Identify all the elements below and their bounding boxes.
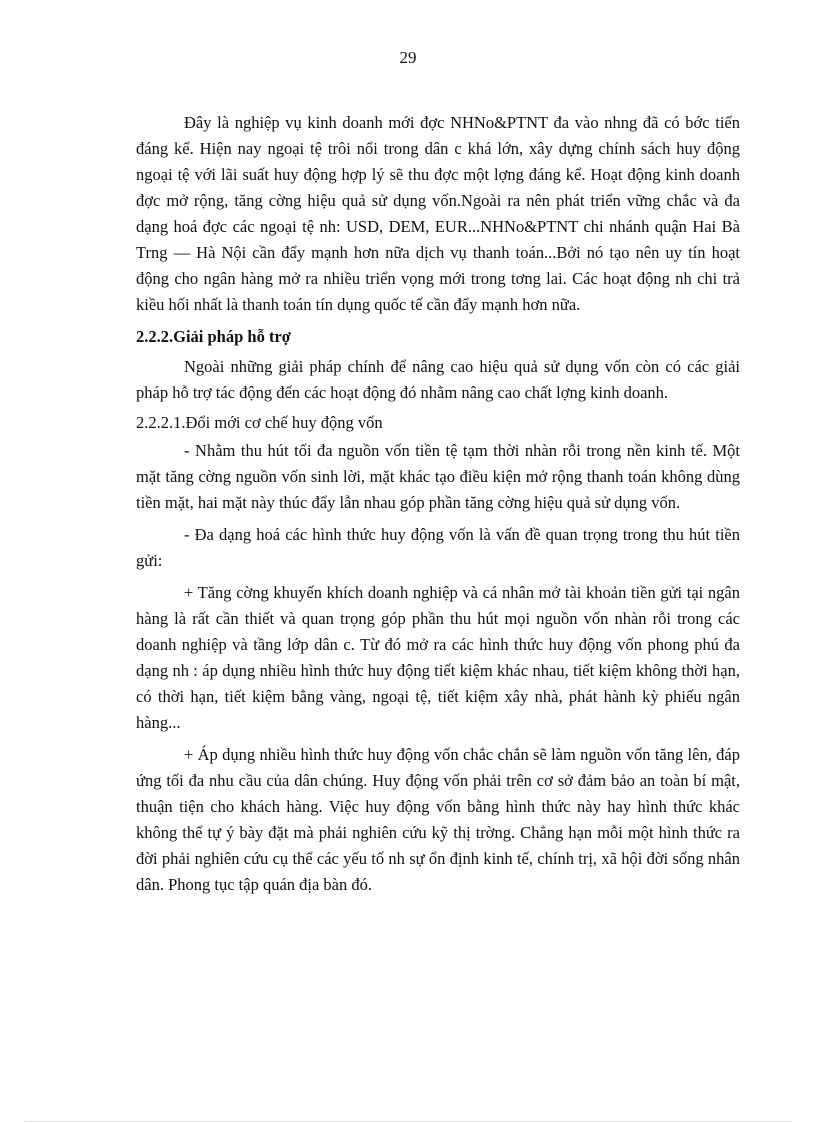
paragraph-bullet-2: - Đa dạng hoá các hình thức huy động vốn là vấn đề quan trọng trong thu hút tiền gửi: [136,525,740,570]
subsection-heading: 2.2.2.1.Đổi mới cơ chế huy động vốn [136,413,383,432]
paragraph-plus-2: + Áp dụng nhiều hình thức huy động vốn chắc chắn sẽ làm nguồn vốn tăng lên, đáp ứng tối đa nhu cầu của dân chúng. Huy động vốn phải trên cơ sở đảm bảo an toàn bí mật, thuận tiện cho khách hàng. Việc huy động vốn bằng hình thức này hay hình thức khác không thể tự ý bày đặt mà phải nghiên cứu kỹ thị trờng. Chẳng hạn mỗi một hình thức ra đời phải nghiên cứu cụ thể các yếu tố nh sự ổn định kinh tế, chính trị, xã hội đời sống nhân dân. Phong tục tập quán địa bàn đó. [136,745,740,894]
page-bottom-divider [24,1121,792,1122]
paragraph-bullet-1: - Nhằm thu hút tối đa nguồn vốn tiền tệ tạm thời nhàn rỗi trong nền kinh tế. Một mặt tăng cờng nguồn vốn sinh lời, mặt khác tạo điều kiện mở rộng thanh toán không dùng tiền mặt, hai mặt này thúc đẩy lẫn nhau góp phần tăng cờng hiệu quả sử dụng vốn. [136,441,740,512]
paragraph-foreign-currency: Đây là nghiệp vụ kinh doanh mới đợc NHNo&PTNT đa vào nhng đã có bớc tiến đáng kể. Hiện nay ngoại tệ trôi nổi trong dân c khá lớn, xây dựng chính sách huy động ngoại tệ với lãi suất huy động hợp lý sẽ thu đợc một lợng đáng kể. Hoạt động kinh doanh đợc mở rộng, tăng cờng hiệu quả sử dụng vốn.Ngoài ra nên phát triển vững chắc và đa dạng hoá đợc các ngoại tệ nh: USD, DEM, EUR...NHNo&PTNT chi nhánh quận Hai Bà Trng — Hà Nội cần đẩy mạnh hơn nữa dịch vụ thanh toán...Bởi nó tạo nên uy tín hoạt động cho ngân hàng mở ra nhiều triển vọng mới trong tơng lai. Các hoạt động nh chi trả kiều hối nhất là thanh toán tín dụng quốc tế cần đẩy mạnh hơn nữa. [136,113,740,314]
paragraph-plus-1: + Tăng cờng khuyến khích doanh nghiệp và cá nhân mở tài khoản tiền gửi tại ngân hàng là rất cần thiết và quan trọng góp phần thu hút mọi nguồn vốn nhàn rỗi trong các doanh nghiệp và tầng lớp dân c. Từ đó mở ra các hình thức huy động vốn phong phú đa dạng nh : áp dụng nhiều hình thức huy động tiết kiệm khác nhau, tiết kiệm không thời hạn, có thời hạn, tiết kiệm bằng vàng, ngoại tệ, tiết kiệm xây nhà, phát hành kỳ phiếu ngân hàng... [136,583,740,732]
paragraph-intro: Ngoài những giải pháp chính để nâng cao hiệu quả sử dụng vốn còn có các giải pháp hỗ trợ tác động đến các hoạt động đó nhằm nâng cao chất lợng kinh doanh. [136,357,740,402]
document-body [136,110,740,898]
page-number: 29 [399,48,417,67]
section-heading: 2.2.2.Giải pháp hỗ trợ [136,327,291,346]
